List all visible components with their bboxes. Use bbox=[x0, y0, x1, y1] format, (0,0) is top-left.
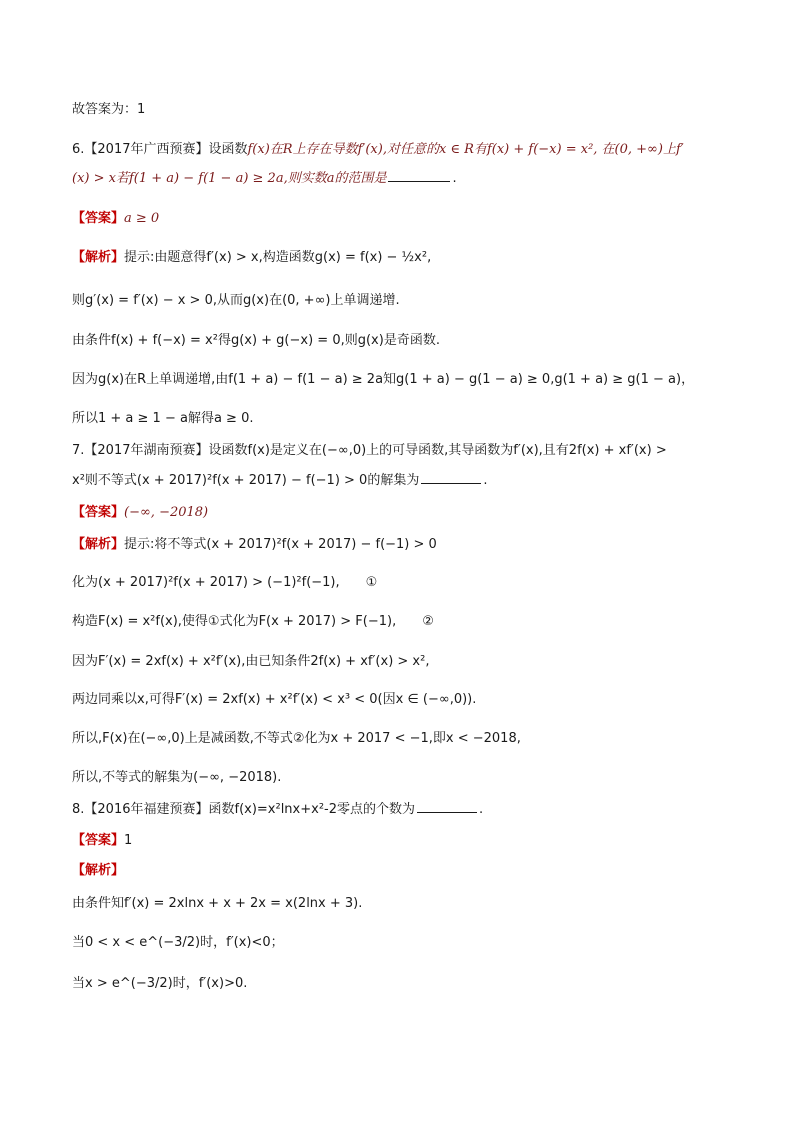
problem-6-math: f(x)在R上存在导数f′(x),对任意的x ∈ R有f(x) + f(−x) = x², 在(0, +∞)上f′ bbox=[247, 142, 684, 157]
text: 所以,F(x)在(−∞,0)上是减函数,不等式②化为x + 2017 < −1,即x < −2018, bbox=[72, 731, 521, 746]
analysis-7-line-2 bbox=[72, 573, 734, 593]
text: 构造F(x) = x²f(x),使得①式化为F(x + 2017) > F(−1), ② bbox=[72, 614, 434, 629]
analysis-8-line-1 bbox=[72, 894, 734, 914]
analysis-7 bbox=[72, 535, 734, 555]
answer-tag: 【答案】 bbox=[72, 833, 125, 848]
text: 因为g(x)在R上单调递增,由f(1 + a) − f(1 − a) ≥ 2a知g(1 + a) − g(1 − a) ≥ 0,g(1 + a) ≥ g(1 − a)， bbox=[72, 372, 695, 387]
analysis-6 bbox=[72, 248, 734, 268]
problem-7-line-2 bbox=[72, 471, 734, 491]
text: 当x > e^(−3/2)时，f′(x)>0. bbox=[72, 976, 248, 991]
analysis-7-line-5 bbox=[72, 690, 734, 710]
answer-7 bbox=[72, 503, 734, 523]
problem-8-text: 8.【2016年福建预赛】函数f(x)=x²lnx+x²-2零点的个数为 bbox=[72, 802, 416, 817]
text: 故答案为：1 bbox=[72, 102, 146, 117]
analysis-tag: 【解析】 bbox=[72, 250, 125, 265]
answer-line-5 bbox=[72, 100, 734, 120]
analysis-6-line-3 bbox=[72, 331, 734, 351]
problem-7-text: 7.【2017年湖南预赛】设函数f(x)是定义在(−∞,0)上的可导函数,其导函数为f′(x),且有2f(x) + xf′(x) > bbox=[72, 443, 667, 458]
text: 则g′(x) = f′(x) − x > 0,从而g(x)在(0, +∞)上单调递增. bbox=[72, 293, 400, 308]
problem-7-text-2: x²则不等式(x + 2017)²f(x + 2017) − f(−1) > 0的解集为 bbox=[72, 473, 420, 488]
analysis-7-line-6 bbox=[72, 729, 734, 749]
analysis-6-line-2 bbox=[72, 291, 734, 311]
analysis-tag: 【解析】 bbox=[72, 537, 125, 552]
text: 两边同乘以x,可得F′(x) = 2xf(x) + x²f′(x) < x³ < 0(因x ∈ (−∞,0)). bbox=[72, 692, 477, 707]
text: 由条件f(x) + f(−x) = x²得g(x) + g(−x) = 0,则g(x)是奇函数. bbox=[72, 333, 440, 348]
answer-6 bbox=[72, 209, 734, 229]
analysis-8 bbox=[72, 861, 734, 881]
answer-blank bbox=[388, 180, 450, 182]
analysis-6-line-4 bbox=[72, 370, 734, 390]
problem-6-line-1 bbox=[72, 140, 734, 160]
problem-8 bbox=[72, 800, 734, 820]
analysis-7-line-3 bbox=[72, 612, 734, 632]
analysis-text: 提示:将不等式(x + 2017)²f(x + 2017) − f(−1) > 0 bbox=[124, 537, 437, 552]
analysis-tag: 【解析】 bbox=[72, 863, 125, 878]
answer-blank bbox=[417, 811, 477, 813]
period: . bbox=[479, 802, 484, 817]
text: 因为F′(x) = 2xf(x) + x²f′(x),由已知条件2f(x) + xf′(x) > x², bbox=[72, 654, 430, 669]
problem-7-line-1 bbox=[72, 441, 734, 461]
analysis-8-line-2 bbox=[72, 933, 734, 953]
problem-6-line-2 bbox=[72, 169, 734, 189]
answer-value: 1 bbox=[124, 833, 133, 848]
answer-tag: 【答案】 bbox=[72, 211, 125, 226]
analysis-6-line-5 bbox=[72, 409, 734, 429]
problem-6-math-2: (x) > x若f(1 + a) − f(1 − a) ≥ 2a,则实数a的范围是 bbox=[72, 171, 387, 186]
text: 由条件知f′(x) = 2xlnx + x + 2x = x(2lnx + 3). bbox=[72, 896, 363, 911]
problem-6-source: 6.【2017年广西预赛】设函数 bbox=[72, 142, 248, 157]
text: 化为(x + 2017)²f(x + 2017) > (−1)²f(−1), ① bbox=[72, 575, 378, 590]
answer-value: (−∞, −2018) bbox=[124, 505, 209, 520]
analysis-text: 提示:由题意得f′(x) > x,构造函数g(x) = f(x) − ½x², bbox=[124, 250, 432, 265]
answer-value: a ≥ 0 bbox=[124, 211, 160, 226]
analysis-8-line-3 bbox=[72, 974, 734, 994]
text: 所以,不等式的解集为(−∞, −2018). bbox=[72, 770, 282, 785]
answer-tag: 【答案】 bbox=[72, 505, 125, 520]
analysis-7-line-7 bbox=[72, 768, 734, 788]
period: . bbox=[483, 473, 488, 488]
answer-8 bbox=[72, 831, 734, 851]
text: 所以1 + a ≥ 1 − a解得a ≥ 0. bbox=[72, 411, 254, 426]
period: . bbox=[452, 171, 457, 186]
analysis-7-line-4 bbox=[72, 652, 734, 672]
text: 当0 < x < e^(−3/2)时，f′(x)<0； bbox=[72, 935, 284, 950]
answer-blank bbox=[421, 482, 481, 484]
